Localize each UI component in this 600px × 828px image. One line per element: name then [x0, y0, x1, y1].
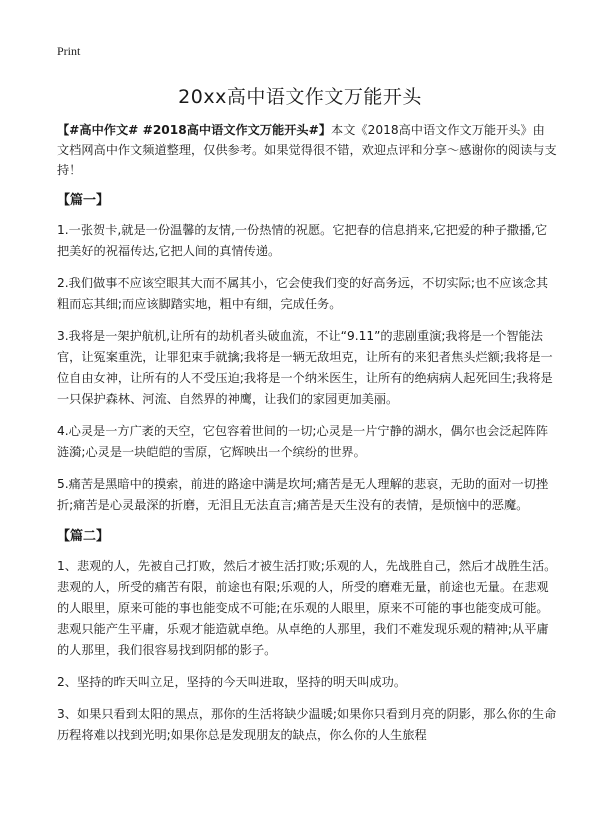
print-label: Print	[57, 44, 81, 58]
intro-text: 本文《2018高中语文作文万能开头》由文档网高中作文频道整理，仅供参考。如果觉得很不错，欢迎点评和分享～感谢你的阅读与支持！	[57, 123, 557, 177]
section-heading-2: 【篇二】	[57, 529, 110, 544]
intro-paragraph	[57, 120, 557, 180]
paragraph: 3.我将是一架护航机,让所有的劫机者头破血流，不让“9.11”的悲剧重演;我将是一个智能法官，让冤案重洗，让罪犯束手就擒;我将是一辆无敌坦克，让所有的来犯者焦头烂额;我将是一位自由女神，让所有的人不受压迫;我将是一个纳米医生，让所有的绝病病人起死回生;我将是一只保护森林、河流、自然界的神鹰，让我们的家园更加美丽。	[57, 329, 553, 406]
intro-tags: 【#高中作文# #2018高中语文作文万能开头#】	[57, 123, 332, 137]
paragraph: 1.一张贺卡,就是一份温馨的友情,一份热情的祝愿。它把春的信息捎来,它把爱的种子撒播,它把美好的祝福传达,它把人间的真情传递。	[57, 223, 548, 258]
section-heading-1: 【篇一】	[57, 193, 110, 208]
paragraph: 4.心灵是一方广袤的天空，它包容着世间的一切;心灵是一片宁静的湖水，偶尔也会泛起阵阵涟漪;心灵是一块皑皑的雪原，它辉映出一个缤纷的世界。	[57, 424, 549, 459]
document-body	[57, 120, 557, 746]
paragraph: 2.我们做事不应该空眼其大而不属其小，它会使我们变的好高务远，不切实际;也不应该念其粗而忘其细;而应该脚踏实地，粗中有细，完成任务。	[57, 276, 549, 311]
paragraph: 3、如果只看到太阳的黑点，那你的生活将缺少温暖;如果你只看到月亮的阴影，那么你的生命历程将难以找到光明;如果你总是发现朋友的缺点，你么你的人生旅程	[57, 707, 557, 742]
paragraph: 2、坚持的昨天叫立足，坚持的今天叫进取，坚持的明天叫成功。	[57, 675, 407, 689]
paragraph: 5.痛苦是黑暗中的摸索，前进的路途中满是坎坷;痛苦是无人理解的悲哀，无助的面对一切挫折;痛苦是心灵最深的折磨，无泪且无法直言;痛苦是天生没有的表情，是烦恼中的恶魔。	[57, 477, 549, 512]
document-title: 20xx高中语文作文万能开头	[178, 86, 422, 108]
paragraph: 1、悲观的人，先被自己打败，然后才被生活打败;乐观的人，先战胜自己，然后才战胜生活。悲观的人，所受的痛苦有限，前途也有限;乐观的人，所受的磨难无量，前途也无量。在悲观的人眼里，原来可能的事也能变成不可能;在乐观的人眼里，原来不可能的事也能变成可能。悲观只能产生平庸，乐观才能造就卓绝。从卓绝的人那里，我们不难发现乐观的精神;从平庸的人那里，我们很容易找到阴郁的影子。	[57, 559, 557, 657]
